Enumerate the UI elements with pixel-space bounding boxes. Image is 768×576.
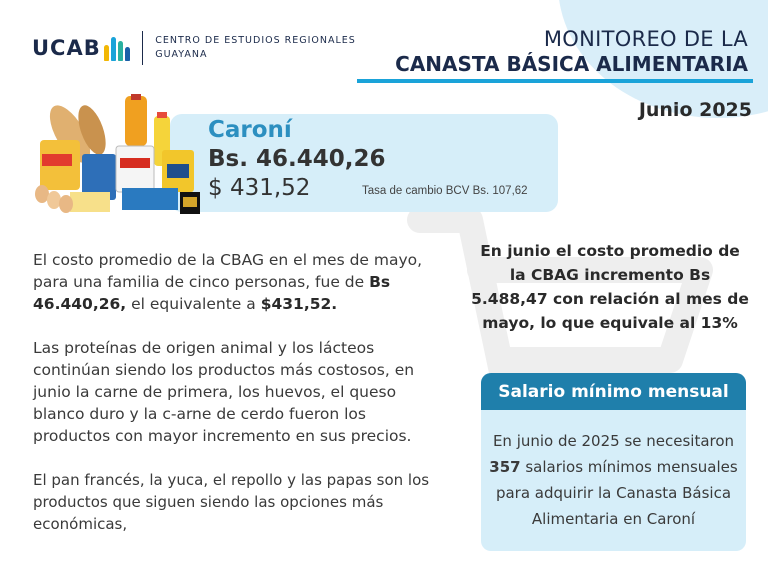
logo-text: UCAB — [32, 36, 101, 60]
logo-divider — [142, 31, 144, 65]
cost-bolivares: Bs. 46.440,26 — [208, 146, 386, 172]
period-label: Junio 2025 — [638, 99, 752, 121]
logo-subtitle-line1: CENTRO DE ESTUDIOS REGIONALES — [155, 35, 356, 46]
paragraph-cost-may — [33, 249, 438, 315]
salary-text2: salarios mínimos mensuales para adquirir la Canasta Básica Alimentaria en Caroní — [495, 458, 738, 528]
logo-subtitle-line2: GUAYANA — [155, 49, 208, 60]
region-name: Caroní — [208, 117, 292, 143]
paragraph1-bold2: $431,52. — [260, 295, 338, 313]
flame-icon — [104, 35, 130, 61]
ucab-logo[interactable] — [32, 31, 356, 65]
salary-text1: En junio de 2025 se necesitaron — [492, 432, 735, 450]
increase-callout: En junio el costo promedio de la CBAG incremento Bs 5.488,47 con relación al mes de mayo, lo que equivale al 13% — [471, 242, 749, 332]
paragraph-cheapest: El pan francés, la yuca, el repollo y las papas son los productos que siguen siendo las opciones más económicas, — [33, 471, 430, 533]
paragraph-proteins: Las proteínas de origen animal y los lácteos continúan siendo los productos más costosos, en junio la carne de primera, los huevos, el queso blanco duro y la c-arne de cerdo fueron los productos con mayor incremento en sus precios. — [33, 339, 415, 445]
salary-text — [485, 428, 742, 532]
title-underline — [357, 79, 753, 83]
groceries-image — [30, 94, 220, 222]
exchange-rate: Tasa de cambio BCV Bs. 107,62 — [362, 185, 528, 197]
logo-subtitle — [155, 34, 356, 62]
salary-heading: Salario mínimo mensual — [481, 373, 746, 410]
title-line2: CANASTA BÁSICA ALIMENTARIA — [395, 52, 748, 76]
paragraph1-text2: el equivalente a — [126, 295, 261, 313]
paragraph1-text1: El costo promedio de la CBAG en el mes de mayo, para una familia de cinco personas, fue de — [33, 251, 423, 291]
paragraph1-bold1: Bs 46.440,26, — [33, 273, 391, 313]
cost-dollars: $ 431,52 — [208, 175, 311, 201]
salary-count: 357 — [489, 458, 521, 476]
title-line1: MONITOREO DE LA — [543, 27, 748, 51]
